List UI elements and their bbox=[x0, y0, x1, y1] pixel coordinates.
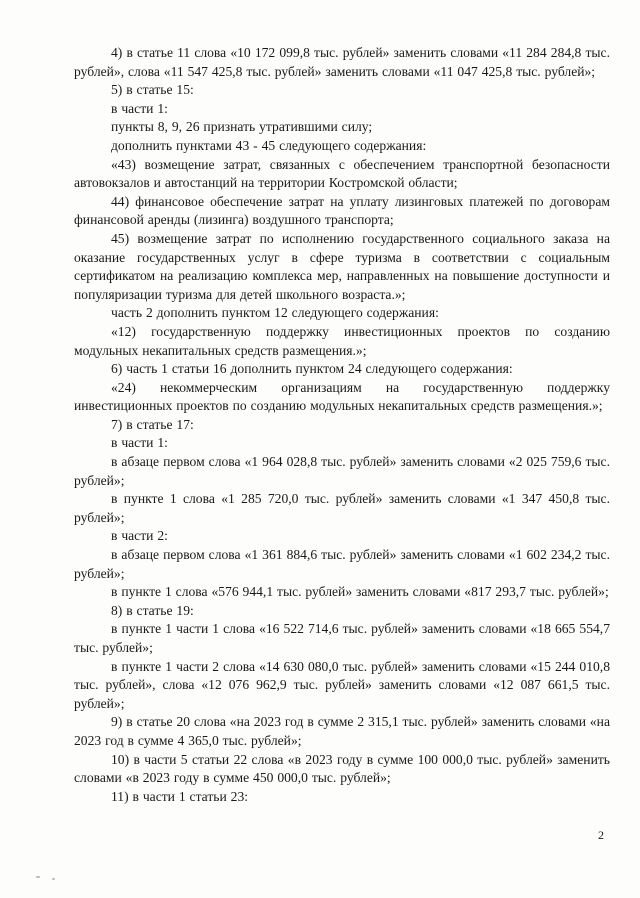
paragraph: в части 2: bbox=[111, 528, 168, 544]
paragraph: 8) в статье 19: bbox=[111, 602, 194, 618]
scan-speck bbox=[36, 876, 40, 878]
paragraph: дополнить пунктами 43 - 45 следующего содержания: bbox=[111, 137, 427, 153]
document-body bbox=[74, 44, 610, 806]
paragraph: часть 2 дополнить пунктом 12 следующего содержания: bbox=[111, 305, 439, 321]
paragraph: «24) некоммерческим организациям на государственную поддержку инвестиционных проектов по созданию модульных некапитальных средств размещения.»; bbox=[74, 379, 610, 414]
paragraph: 10) в части 5 статьи 22 слова «в 2023 году в сумме 100 000,0 тыс. рублей» заменить словами «в 2023 году в сумме 450 000,0 тыс. рублей»; bbox=[74, 751, 610, 786]
page-number: 2 bbox=[598, 828, 604, 842]
paragraph: в пункте 1 части 1 слова «16 522 714,6 тыс. рублей» заменить словами «18 665 554,7 тыс. рублей»; bbox=[74, 621, 610, 655]
paragraph: «43) возмещение затрат, связанных с обеспечением транспортной безопасности автовокзалов и автостанций на территории Костромской области; bbox=[74, 156, 610, 191]
paragraph: в пункте 1 слова «576 944,1 тыс. рублей» заменить словами «817 293,7 тыс. рублей»; bbox=[111, 584, 609, 600]
paragraph: 5) в статье 15: bbox=[111, 82, 194, 98]
paragraph: 11) в части 1 статьи 23: bbox=[111, 788, 249, 804]
paragraph: в части 1: bbox=[111, 100, 168, 116]
paragraph: 44) финансовое обеспечение затрат на уплату лизинговых платежей по договорам финансовой аренды (лизинга) воздушного транспорта; bbox=[74, 193, 610, 228]
paragraph: в абзаце первом слова «1 964 028,8 тыс. рублей» заменить словами «2 025 759,6 тыс. рублей»; bbox=[74, 454, 610, 488]
paragraph: в части 1: bbox=[111, 435, 168, 451]
paragraph: 4) в статье 11 слова «10 172 099,8 тыс. рублей» заменить словами «11 284 284,8 тыс. рублей», слова «11 547 425,8 тыс. рублей» заменить словами «11 047 425,8 тыс. рублей»; bbox=[74, 45, 610, 79]
paragraph: в пункте 1 слова «1 285 720,0 тыс. рублей» заменить словами «1 347 450,8 тыс. рублей»; bbox=[74, 491, 610, 525]
paragraph: 6) часть 1 статьи 16 дополнить пунктом 24 следующего содержания: bbox=[111, 361, 513, 377]
paragraph: 45) возмещение затрат по исполнению государственного социального заказа на оказание государственных услуг в сфере туризма в соответствии с социальным сертификатом на реализацию комплекса мер, направленных на повышение доступности и популяризации туризма для детей школьного возраста.»; bbox=[74, 230, 610, 302]
paragraph: в пункте 1 части 2 слова «14 630 080,0 тыс. рублей» заменить словами «15 244 010,8 тыс. рублей», слова «12 076 962,9 тыс. рублей» заменить словами «12 087 661,5 тыс. рублей»; bbox=[74, 658, 610, 711]
paragraph: в абзаце первом слова «1 361 884,6 тыс. рублей» заменить словами «1 602 234,2 тыс. рублей»; bbox=[74, 547, 610, 581]
paragraph: «12) государственную поддержку инвестиционных проектов по созданию модульных некапитальных средств размещения.»; bbox=[74, 323, 610, 358]
paragraph: 9) в статье 20 слова «на 2023 год в сумме 2 315,1 тыс. рублей» заменить словами «на 2023 год в сумме 4 365,0 тыс. рублей»; bbox=[74, 714, 610, 748]
paragraph: 7) в статье 17: bbox=[111, 416, 194, 432]
scan-speck bbox=[52, 878, 55, 880]
paragraph: пункты 8, 9, 26 признать утратившими силу; bbox=[111, 119, 373, 135]
